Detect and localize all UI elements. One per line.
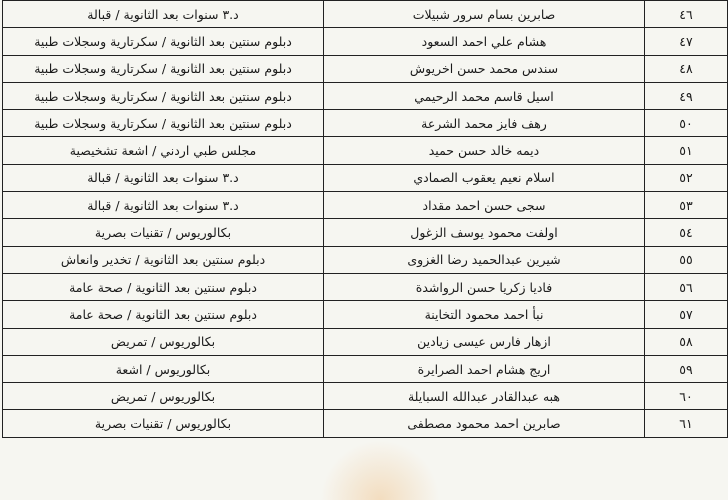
- qualification: بكالوريوس / تقنيات بصرية: [3, 410, 324, 437]
- table-row: [3, 301, 728, 328]
- table-row: [3, 110, 728, 137]
- person-name: اسلام نعيم يعقوب الصمادي: [324, 164, 645, 191]
- table-row: [3, 328, 728, 355]
- row-number: ٥٠: [645, 110, 728, 137]
- table-row: [3, 410, 728, 437]
- qualification: دبلوم سنتين بعد الثانوية / تخدير وانعاش: [3, 246, 324, 273]
- table-row: [3, 28, 728, 55]
- table-row: [3, 355, 728, 382]
- roster-table: [2, 0, 728, 438]
- table-row: [3, 273, 728, 300]
- person-name: صابرين بسام سرور شبيلات: [324, 1, 645, 28]
- row-number: ٥١: [645, 137, 728, 164]
- person-name: نبأ احمد محمود التخاينة: [324, 301, 645, 328]
- person-name: اريج هشام احمد الصرايرة: [324, 355, 645, 382]
- qualification: د.٣ سنوات بعد الثانوية / قبالة: [3, 192, 324, 219]
- table-row: [3, 55, 728, 82]
- person-name: هبه عبدالقادر عبدالله السبايلة: [324, 383, 645, 410]
- qualification: بكالوريوس / تقنيات بصرية: [3, 219, 324, 246]
- person-name: صابرين احمد محمود مصطفى: [324, 410, 645, 437]
- person-name: رهف فايز محمد الشرعة: [324, 110, 645, 137]
- table-row: [3, 383, 728, 410]
- qualification: مجلس طبي اردني / اشعة تشخيصية: [3, 137, 324, 164]
- row-number: ٤٩: [645, 82, 728, 109]
- row-number: ٦٠: [645, 383, 728, 410]
- person-name: اسيل قاسم محمد الرحيمي: [324, 82, 645, 109]
- qualification: بكالوريوس / تمريض: [3, 328, 324, 355]
- row-number: ٤٨: [645, 55, 728, 82]
- row-number: ٤٦: [645, 1, 728, 28]
- qualification: بكالوريوس / اشعة: [3, 355, 324, 382]
- person-name: ازهار فارس عيسى زيادين: [324, 328, 645, 355]
- table-row: [3, 246, 728, 273]
- person-name: ديمه خالد حسن حميد: [324, 137, 645, 164]
- table-row: [3, 219, 728, 246]
- qualification: د.٣ سنوات بعد الثانوية / قبالة: [3, 1, 324, 28]
- row-number: ٥٧: [645, 301, 728, 328]
- row-number: ٥٦: [645, 273, 728, 300]
- table-row: [3, 82, 728, 109]
- person-name: هشام علي احمد السعود: [324, 28, 645, 55]
- person-name: شيرين عبدالحميد رضا الغزوى: [324, 246, 645, 273]
- row-number: ٥٤: [645, 219, 728, 246]
- table-row: [3, 192, 728, 219]
- table-row: [3, 1, 728, 28]
- roster-body: [3, 1, 728, 438]
- table-row: [3, 137, 728, 164]
- qualification: دبلوم سنتين بعد الثانوية / صحة عامة: [3, 273, 324, 300]
- qualification: دبلوم سنتين بعد الثانوية / سكرتارية وسجلات طبية: [3, 28, 324, 55]
- row-number: ٤٧: [645, 28, 728, 55]
- row-number: ٥٨: [645, 328, 728, 355]
- table-row: [3, 164, 728, 191]
- qualification: دبلوم سنتين بعد الثانوية / سكرتارية وسجلات طبية: [3, 82, 324, 109]
- person-name: سندس محمد حسن اخريوش: [324, 55, 645, 82]
- qualification: دبلوم سنتين بعد الثانوية / سكرتارية وسجلات طبية: [3, 110, 324, 137]
- row-number: ٥٢: [645, 164, 728, 191]
- person-name: اولفت محمود يوسف الزغول: [324, 219, 645, 246]
- person-name: سجى حسن احمد مقداد: [324, 192, 645, 219]
- qualification: بكالوريوس / تمريض: [3, 383, 324, 410]
- qualification: دبلوم سنتين بعد الثانوية / صحة عامة: [3, 301, 324, 328]
- qualification: د.٣ سنوات بعد الثانوية / قبالة: [3, 164, 324, 191]
- row-number: ٥٥: [645, 246, 728, 273]
- seal-watermark: [320, 440, 440, 500]
- row-number: ٥٣: [645, 192, 728, 219]
- row-number: ٦١: [645, 410, 728, 437]
- person-name: فاديا زكريا حسن الرواشدة: [324, 273, 645, 300]
- qualification: دبلوم سنتين بعد الثانوية / سكرتارية وسجلات طبية: [3, 55, 324, 82]
- row-number: ٥٩: [645, 355, 728, 382]
